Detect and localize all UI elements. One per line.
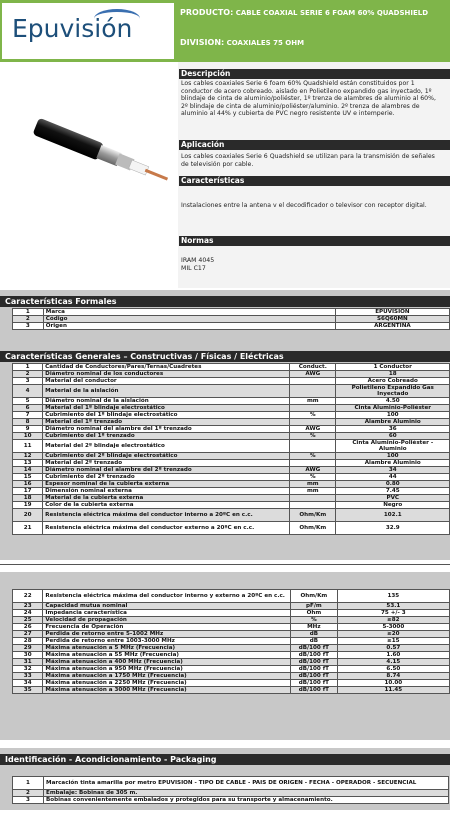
cell-n: 23: [13, 603, 43, 610]
cell-d: Máxima atenuación a 950 MHz (Frecuencia): [43, 666, 291, 673]
logo-text: Epuvisión: [12, 14, 133, 43]
table-row: [13, 624, 450, 631]
cell-v: 11.45: [337, 687, 449, 694]
cell-n: 16: [13, 481, 43, 488]
table-row: [13, 419, 450, 426]
cell-d: Marcación tinta amarilla por metro EPUVISION - TIPO DE CABLE - PAIS DE ORIGEN - FECHA - OPERADOR - SECUENCIAL: [44, 777, 449, 790]
table-row: [13, 652, 450, 659]
divider: [0, 564, 450, 565]
table-row: [13, 426, 450, 433]
cell-v: 7.45: [336, 488, 450, 495]
normas-heading: Normas: [179, 236, 450, 246]
table-row: [13, 488, 450, 495]
cell-u: %: [290, 412, 336, 419]
cell-v: 100: [336, 412, 450, 419]
table-row: [13, 610, 450, 617]
cell-v: 102.1: [336, 509, 450, 522]
table-row: [13, 364, 450, 371]
table-row: [13, 502, 450, 509]
cell-u: pF/m: [291, 603, 338, 610]
cell-d: Material del 1º blindaje electrostático: [43, 405, 290, 412]
cell-n: 1: [13, 309, 44, 316]
cell-d: Máxima atenuación a 55 MHz (Frecuencia): [43, 652, 291, 659]
division-value: COAXIALES 75 OHM: [226, 39, 305, 47]
cell-d: Perdida de retorno entre 1003-3000 MHz: [43, 638, 291, 645]
producto-value: CABLE COAXIAL SERIE 6 FOAM 60% QUADSHIELD: [235, 9, 429, 17]
cell-v: 4.50: [336, 398, 450, 405]
table-row: [13, 440, 450, 453]
cell-d: Resistencia eléctrica máxima del conductor interno y externo a 20ºC en c.c.: [43, 590, 291, 603]
table-row: [13, 673, 450, 680]
cell-d: Resistencia eléctrica máxima del conductor externo a 20ºC en c.c.: [43, 522, 290, 535]
cell-d: Material de la cubierta externa: [43, 495, 290, 502]
cell-n: 13: [13, 460, 43, 467]
cell-u: dB: [291, 638, 338, 645]
descripcion-heading: Descripción: [179, 69, 450, 79]
cell-d: Frecuencia de Operación: [43, 624, 291, 631]
cell-v: ≥20: [337, 631, 449, 638]
cell-u: [290, 460, 336, 467]
cell-n: 1: [13, 777, 44, 790]
cell-v: 75 +/- 3: [337, 610, 449, 617]
cell-u: [290, 440, 336, 453]
cell-v: 135: [337, 590, 449, 603]
table-row: [13, 680, 450, 687]
cell-n: 32: [13, 666, 43, 673]
cell-u: dB/100 fT: [291, 680, 338, 687]
cell-d: Material del conductor: [43, 378, 290, 385]
cell-v: Negro: [336, 502, 450, 509]
cell-n: 8: [13, 419, 43, 426]
cell-u: Ohm/Km: [291, 590, 338, 603]
cell-n: 24: [13, 610, 43, 617]
table-row: [13, 316, 450, 323]
cell-u: [290, 495, 336, 502]
cell-v: 18: [336, 371, 450, 378]
cell-n: 10: [13, 433, 43, 440]
cell-v: Alambre Aluminio: [336, 460, 450, 467]
cell-n: 27: [13, 631, 43, 638]
table-row: [13, 309, 450, 316]
table-row: [13, 509, 450, 522]
cell-d: Máxima atenuación a 3000 MHz (Frecuencia): [43, 687, 291, 694]
aplicacion-heading: Aplicación: [179, 140, 450, 150]
table-row: [13, 687, 450, 694]
cell-u: [290, 419, 336, 426]
cell-u: MHz: [291, 624, 338, 631]
cell-v: 36: [336, 426, 450, 433]
header-bar: [0, 0, 450, 62]
cell-v: 100: [336, 453, 450, 460]
cell-u: dB/100 fT: [291, 673, 338, 680]
cell-n: 18: [13, 495, 43, 502]
table-row: [13, 453, 450, 460]
cell-d: Diámetro nominal de la aislación: [43, 398, 290, 405]
cell-n: 5: [13, 398, 43, 405]
cell-n: 26: [13, 624, 43, 631]
cell-n: 12: [13, 453, 43, 460]
cell-n: 3: [13, 323, 44, 330]
cell-n: 2: [13, 790, 44, 797]
cell-v: 44: [336, 474, 450, 481]
cell-v: Alambre Aluminio: [336, 419, 450, 426]
normas-item: IRAM 4045: [181, 257, 215, 264]
cell-u: mm: [290, 398, 336, 405]
cell-v: ARGENTINA: [335, 323, 449, 330]
cell-d: Cubrimiento del 2º blindaje electrostático: [43, 453, 290, 460]
table-row: [13, 481, 450, 488]
producto-label: PRODUCTO:: [180, 8, 234, 17]
cell-u: dB/100 fT: [291, 645, 338, 652]
cell-n: 28: [13, 638, 43, 645]
cell-v: EPUVISION: [335, 309, 449, 316]
table-row: [13, 378, 450, 385]
table-row: [13, 590, 450, 603]
cell-d: Material del 2º blindaje electrostático: [43, 440, 290, 453]
cell-u: Conduct.: [290, 364, 336, 371]
cell-n: 33: [13, 673, 43, 680]
table-row: [13, 495, 450, 502]
cell-n: 22: [13, 590, 43, 603]
table-row: [13, 398, 450, 405]
cell-d: Diámetro nominal del alambre del 1º trenzado: [43, 426, 290, 433]
table-row: [13, 412, 450, 419]
cell-v: 0.80: [336, 481, 450, 488]
cell-v: Acero Cobreado: [336, 378, 450, 385]
formales-table: [12, 308, 450, 330]
cell-v: 1 Conductor: [336, 364, 450, 371]
cell-v: ≥15: [337, 638, 449, 645]
cell-d: Bobinas convenientemente embalados y protegidos para su transporte y almacenamiento.: [44, 797, 449, 804]
cell-u: %: [290, 433, 336, 440]
cell-d: Máxima atenuación a 5 MHz (Frecuencia): [43, 645, 291, 652]
table-row: [13, 405, 450, 412]
cell-u: dB/100 fT: [291, 687, 338, 694]
cell-d: Embalaje: Bobinas de 305 m.: [44, 790, 449, 797]
cell-d: Cubrimiento del 2º trenzado: [43, 474, 290, 481]
cell-u: [290, 385, 336, 398]
cell-n: 2: [13, 371, 43, 378]
formales-heading: Características Formales: [0, 296, 450, 307]
cell-u: dB/100 fT: [291, 666, 338, 673]
cell-u: dB/100 fT: [291, 652, 338, 659]
cell-v: Cinta Aluminio-Poliéster - Aluminio: [336, 440, 450, 453]
table-row: [13, 631, 450, 638]
cell-n: 19: [13, 502, 43, 509]
cell-v: 1.60: [337, 652, 449, 659]
cell-d: Máxima atenuación a 400 MHz (Frecuencia): [43, 659, 291, 666]
generales-table: [12, 363, 450, 535]
table-row: [13, 645, 450, 652]
cell-n: 9: [13, 426, 43, 433]
cell-n: 1: [13, 364, 43, 371]
cell-v: 60: [336, 433, 450, 440]
cell-v: Cinta Aluminio-Poliéster: [336, 405, 450, 412]
cell-d: Espesor nominal de la cubierta externa: [43, 481, 290, 488]
producto-line: [180, 8, 428, 17]
cell-u: %: [290, 453, 336, 460]
cell-u: mm: [290, 488, 336, 495]
table-row: [13, 659, 450, 666]
cell-n: 25: [13, 617, 43, 624]
caracteristicas-heading: Características: [179, 176, 450, 186]
cell-d: Material del 1º trenzado: [43, 419, 290, 426]
cell-n: 15: [13, 474, 43, 481]
cell-d: Color de la cubierta externa: [43, 502, 290, 509]
coaxial-cable-image: [30, 115, 180, 195]
table-row: [13, 638, 450, 645]
cell-n: 2: [13, 316, 44, 323]
caracteristicas-text: Instalaciones entre la antena v el decodificador o televisor con receptor digital.: [181, 202, 427, 209]
cell-d: Perdida de retorno entre 5-1002 MHz: [43, 631, 291, 638]
division-label: DIVISION:: [180, 38, 225, 47]
cell-d: Marca: [43, 309, 335, 316]
table-row: [13, 474, 450, 481]
cell-u: dB/100 fT: [291, 659, 338, 666]
packaging-table: [12, 776, 449, 804]
cell-v: PVC: [336, 495, 450, 502]
table-row: [13, 385, 450, 398]
cell-n: 7: [13, 412, 43, 419]
cell-n: 11: [13, 440, 43, 453]
descripcion-text: Los cables coaxiales Serie 6 foam 60% Quadshield están constituidos por 1 conductor de acero cobreado. aislado en Polietileno expandido gas inyectado, 1º blindaje de cinta de aluminio/poliéster, 1º trenza de alambres de aluminio al 60%, 2º blindaje de cinta de aluminio/poliéster/aluminio. 2º trenza de alambres de aluminio al 44% y cubierta de PVC negro resistente UV e intemperie.: [181, 80, 436, 118]
aplicacion-text: Los cables coaxiales Serie 6 Quadshield se utilizan para la transmisión de señales de televisión por cable.: [181, 153, 435, 168]
table-row: [13, 467, 450, 474]
table-row: [13, 666, 450, 673]
cell-u: AWG: [290, 426, 336, 433]
cell-d: Dimensión nominal externa: [43, 488, 290, 495]
cell-d: Máxima atenuación a 1750 MHz (Frecuencia): [43, 673, 291, 680]
cell-v: S6Q60MN: [335, 316, 449, 323]
cell-u: mm: [290, 481, 336, 488]
cell-n: 35: [13, 687, 43, 694]
cell-d: Código: [43, 316, 335, 323]
cell-v: Polietileno Expandido Gas Inyectado: [336, 385, 450, 398]
table-row: [13, 790, 449, 797]
cell-u: Ohm: [291, 610, 338, 617]
cell-v: 53.1: [337, 603, 449, 610]
cell-v: ≥82: [337, 617, 449, 624]
table-row: [13, 433, 450, 440]
cell-v: 34: [336, 467, 450, 474]
table-row: [13, 797, 449, 804]
cell-d: Cantidad de Conductores/Pares/Ternas/Cuadretes: [43, 364, 290, 371]
cell-d: Resistencia eléctrica máxima del conductor interno a 20ºC en c.c.: [43, 509, 290, 522]
cell-n: 17: [13, 488, 43, 495]
cell-u: Ohm/Km: [290, 509, 336, 522]
cell-u: AWG: [290, 371, 336, 378]
cell-d: Máxima atenuación a 2250 MHz (Frecuencia): [43, 680, 291, 687]
table-row: [13, 371, 450, 378]
cell-n: 34: [13, 680, 43, 687]
cell-n: 6: [13, 405, 43, 412]
table-row: [13, 323, 450, 330]
table-row: [13, 522, 450, 535]
cell-v: 8.74: [337, 673, 449, 680]
cell-v: 0.57: [337, 645, 449, 652]
cell-v: 10.00: [337, 680, 449, 687]
cell-n: 30: [13, 652, 43, 659]
cell-n: 4: [13, 385, 43, 398]
cell-d: Diámetro nominal del alambre del 2º trenzado: [43, 467, 290, 474]
cell-u: [290, 405, 336, 412]
cell-n: 3: [13, 797, 44, 804]
packaging-heading: Identificación - Acondicionamiento - Packaging: [0, 754, 450, 765]
cell-n: 3: [13, 378, 43, 385]
cell-d: Material del 2º trenzado: [43, 460, 290, 467]
cell-d: Cubrimiento del 1º trenzado: [43, 433, 290, 440]
cell-n: 21: [13, 522, 43, 535]
cell-v: 4.15: [337, 659, 449, 666]
cell-u: %: [291, 617, 338, 624]
cell-u: [290, 378, 336, 385]
cell-u: [290, 502, 336, 509]
logo: [2, 3, 174, 59]
cell-n: 14: [13, 467, 43, 474]
cell-d: Cubrimiento del 1º blindaje electrostático: [43, 412, 290, 419]
cell-v: 5-3000: [337, 624, 449, 631]
cell-u: %: [290, 474, 336, 481]
normas-item: MIL C17: [181, 265, 206, 272]
table-row: [13, 460, 450, 467]
cell-v: 6.50: [337, 666, 449, 673]
cell-u: Ohm/Km: [290, 522, 336, 535]
cell-v: 32.9: [336, 522, 450, 535]
table-row: [13, 617, 450, 624]
table-row: [13, 777, 449, 790]
division-line: [180, 38, 304, 47]
table-row: [13, 603, 450, 610]
cell-n: 29: [13, 645, 43, 652]
cell-d: Origen: [43, 323, 335, 330]
cell-u: AWG: [290, 467, 336, 474]
cell-d: Diámetro nominal de los conductores: [43, 371, 290, 378]
electricas-table: [12, 589, 450, 694]
cell-d: Velocidad de propagación: [43, 617, 291, 624]
cell-d: Material de la aislación: [43, 385, 290, 398]
cell-d: Impedancia característica: [43, 610, 291, 617]
cell-d: Capacidad mutua nominal: [43, 603, 291, 610]
cell-u: dB: [291, 631, 338, 638]
cell-n: 31: [13, 659, 43, 666]
generales-heading: Características Generales – Constructivas / Físicas / Eléctricas: [0, 351, 450, 362]
cell-n: 20: [13, 509, 43, 522]
